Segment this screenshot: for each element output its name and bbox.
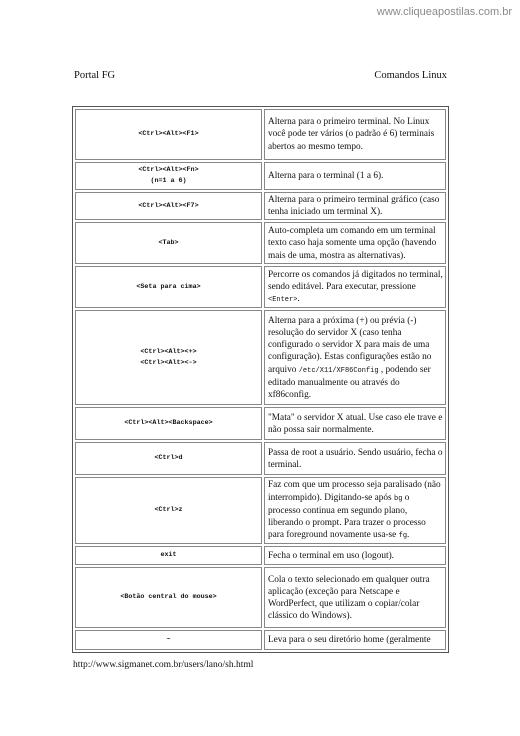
description-cell <box>264 442 446 475</box>
command-cell <box>75 222 262 264</box>
inline-code: bg <box>394 494 403 503</box>
command-cell <box>75 162 262 190</box>
command-cell <box>75 310 262 405</box>
description-text: Leva para o seu diretório home (geralmente <box>268 635 431 646</box>
inline-code: fg <box>398 532 408 541</box>
command-cell <box>75 407 262 440</box>
description-text: Faz com que um processo seja paralisado (não interrompido). Digitando-se após <box>268 480 441 503</box>
description-cell <box>264 546 446 565</box>
command-text: <Ctrl>z <box>154 506 183 515</box>
table-row <box>75 222 446 264</box>
description-cell <box>264 162 446 190</box>
command-text: <Seta para cima> <box>136 282 201 291</box>
description-cell <box>264 310 446 405</box>
description-text: . <box>407 530 410 541</box>
description-text: Auto-completa um comando em um terminal texto caso haja somente uma opção (havendo mais de uma, mostra as alternativas). <box>268 226 437 261</box>
table-row <box>75 310 446 405</box>
command-cell <box>75 477 262 544</box>
table-row <box>75 162 446 190</box>
description-text: "Mata" o servidor X atual. Use caso ele trave e não possa sair normalmente. <box>268 412 443 435</box>
table-row <box>75 109 446 160</box>
command-text: <Ctrl><Alt><F1> <box>138 130 199 138</box>
command-text: (n=1 a 6) <box>150 177 187 185</box>
table-row <box>75 266 446 308</box>
description-text: . <box>297 294 300 304</box>
command-text: <Ctrl><Alt><Fn> <box>138 166 199 174</box>
description-cell <box>264 477 446 544</box>
description-text: Alterna para a próxima (+) ou prévia (-) resolução do servidor X (caso tenha configurado o servidor X para mais de uma configuração). Estas configurações estão no arquivo <box>268 315 432 375</box>
command-text: <Ctrl><Alt><+> <box>140 347 197 356</box>
watermark: www.cliqueapostilas.com.br <box>376 6 512 18</box>
command-cell <box>75 630 262 650</box>
table-row <box>75 546 446 565</box>
description-cell <box>264 192 446 220</box>
command-cell <box>75 192 262 220</box>
inline-code: <Enter> <box>268 296 298 304</box>
table-row <box>75 567 446 628</box>
command-cell <box>75 266 262 308</box>
command-cell <box>75 442 262 475</box>
command-cell <box>75 567 262 628</box>
description-text: Percorre os comandos já digitados no terminal, sendo editável. Para executar, pressione <box>268 269 443 292</box>
table-row <box>75 407 446 440</box>
command-text: ~ <box>166 635 171 644</box>
description-cell <box>264 222 446 264</box>
table-row <box>75 192 446 220</box>
command-text: <Ctrl>d <box>154 454 183 463</box>
description-cell <box>264 630 446 650</box>
command-text: <Ctrl><Alt><F7> <box>138 201 199 210</box>
description-cell <box>264 567 446 628</box>
description-cell <box>264 109 446 160</box>
command-cell <box>75 109 262 160</box>
commands-table <box>72 106 449 653</box>
footer-url: http://www.sigmanet.com.br/users/lano/sh.html <box>73 660 254 670</box>
header-left: Portal FG <box>74 70 116 81</box>
description-text: Fecha o terminal em uso (logout). <box>268 550 394 561</box>
description-text: o processo continua em segundo plano, liberando o prompt. Para trazer o processo para foreground novamente usa-se <box>268 492 426 541</box>
description-text: Alterna para o primeiro terminal gráfico (caso tenha iniciado um terminal X). <box>268 195 440 218</box>
header-right: Comandos Linux <box>374 70 447 81</box>
command-text: <Ctrl><Alt><-> <box>140 358 197 367</box>
table-row <box>75 630 446 650</box>
description-text: Alterna para o primeiro terminal. No Linux você pode ter vários (o padrão é 6) terminais abertos ao mesmo tempo. <box>268 117 435 152</box>
command-text: <Botão central do mouse> <box>120 593 217 602</box>
description-cell <box>264 266 446 308</box>
description-cell <box>264 407 446 440</box>
description-text: Cola o texto selecionado em qualquer outra aplicação (exceção para Netscape e WordPerfect, que utilizam o copiar/colar clássico do Windows). <box>268 574 430 622</box>
inline-code: /etc/X11/XF86Config <box>298 366 379 375</box>
command-cell <box>75 546 262 565</box>
description-text: Passa de root a usuário. Sendo usuário, fecha o terminal. <box>268 447 443 470</box>
command-text: <Ctrl><Alt><Backspace> <box>124 419 213 428</box>
command-text: <Tab> <box>158 238 179 247</box>
table-row <box>75 442 446 475</box>
description-text: , podendo ser editado manualmente ou através do xf86config. <box>268 364 431 400</box>
table-row <box>75 477 446 544</box>
description-text: Alterna para o terminal (1 a 6). <box>268 170 384 181</box>
command-text: exit <box>160 551 177 560</box>
